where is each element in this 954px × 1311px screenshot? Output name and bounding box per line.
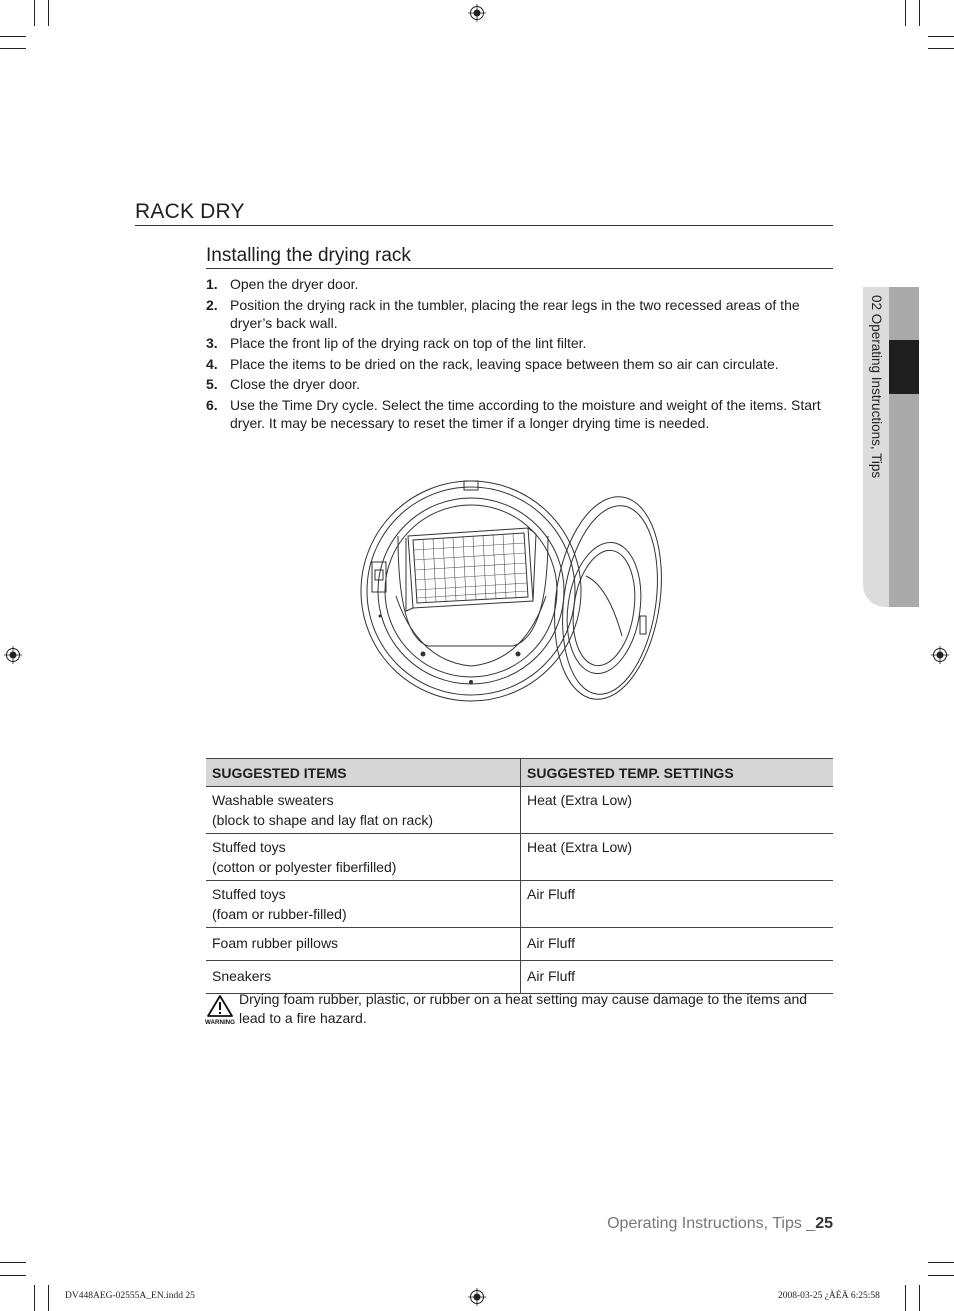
item-name: Stuffed toys xyxy=(212,839,286,855)
step-text: Close the dryer door. xyxy=(230,376,360,392)
print-slug-date: 2008-03-25 ¿ÀÈÄ 6:25:58 xyxy=(778,1291,880,1301)
crop-mark xyxy=(34,0,35,26)
chapter-tab-strip xyxy=(889,287,919,607)
step-item xyxy=(206,375,833,393)
item-name: Sneakers xyxy=(212,968,272,984)
crop-mark xyxy=(928,1262,954,1263)
item-name: Washable sweaters xyxy=(212,792,334,808)
step-number: 2. xyxy=(206,296,218,313)
step-number: 6. xyxy=(206,396,218,413)
column-header-settings: SUGGESTED TEMP. SETTINGS xyxy=(521,759,834,787)
step-text: Place the front lip of the drying rack on top of the lint filter. xyxy=(230,335,587,351)
table-header-row xyxy=(206,759,833,787)
crop-mark xyxy=(905,1285,906,1311)
step-text: Place the items to be dried on the rack, leaving space between them so air can circulate. xyxy=(230,355,779,372)
table-row xyxy=(206,881,833,928)
table-cell-item xyxy=(206,881,521,928)
step-item xyxy=(206,275,833,293)
step-text: Open the dryer door. xyxy=(230,276,359,292)
crop-mark xyxy=(48,0,49,26)
chapter-tab-marker xyxy=(889,340,919,394)
crop-mark xyxy=(0,1275,26,1276)
step-item xyxy=(206,355,833,373)
crop-mark xyxy=(0,36,26,37)
subsection-title: Installing the drying rack xyxy=(206,245,833,269)
crop-mark xyxy=(905,0,906,26)
step-number: 5. xyxy=(206,376,218,392)
table-row xyxy=(206,834,833,881)
item-name: Stuffed toys xyxy=(212,886,286,902)
step-text: Use the Time Dry cycle. Select the time according to the moisture and weight of the items. Start dryer. It may be necessary to reset the timer if a longer drying time is needed. xyxy=(230,396,821,431)
table-cell-setting: Air Fluff xyxy=(521,881,834,928)
item-name: Foam rubber pillows xyxy=(212,935,339,951)
step-item xyxy=(206,334,833,352)
settings-table xyxy=(206,758,833,994)
step-item xyxy=(206,396,833,432)
table-row xyxy=(206,928,833,961)
chapter-tab-label: 02 Operating Instructions, Tips xyxy=(869,295,884,479)
crop-mark xyxy=(919,1285,920,1311)
crop-mark xyxy=(0,48,26,49)
table-cell-setting: Heat (Extra Low) xyxy=(521,787,834,834)
print-slug-file: DV448AEG-02555A_EN.indd 25 xyxy=(65,1291,195,1301)
item-note: (block to shape and lay flat on rack) xyxy=(212,812,434,828)
steps-list xyxy=(206,275,833,434)
table-cell-item xyxy=(206,928,521,961)
crop-mark xyxy=(928,48,954,49)
item-note: (cotton or polyester fiberfilled) xyxy=(212,859,397,875)
dryer-rack-illustration xyxy=(358,476,670,706)
column-header-items: SUGGESTED ITEMS xyxy=(206,759,521,787)
table-cell-item xyxy=(206,834,521,881)
registration-mark-icon xyxy=(4,646,22,664)
table-row xyxy=(206,787,833,834)
warning-icon-label: WARNING xyxy=(205,1019,235,1026)
registration-mark-icon xyxy=(468,4,486,22)
table-cell-setting: Air Fluff xyxy=(521,961,834,994)
page-footer xyxy=(607,1215,833,1233)
step-number: 4. xyxy=(206,355,218,372)
section-title: RACK DRY xyxy=(135,200,833,226)
crop-mark xyxy=(928,1275,954,1276)
crop-mark xyxy=(919,0,920,26)
warning-text: Drying foam rubber, plastic, or rubber on a heat setting may cause damage to the items and lead to a fire hazard. xyxy=(239,991,808,1026)
step-number: 3. xyxy=(206,335,218,351)
registration-mark-icon xyxy=(931,646,949,664)
page-number: 25 xyxy=(815,1215,833,1232)
warning-icon xyxy=(202,992,238,1028)
item-note: (foam or rubber-filled) xyxy=(212,906,347,922)
crop-mark xyxy=(34,1285,35,1311)
table-cell-item xyxy=(206,961,521,994)
table-cell-item xyxy=(206,787,521,834)
table-row xyxy=(206,961,833,994)
table-cell-setting: Air Fluff xyxy=(521,928,834,961)
crop-mark xyxy=(0,1262,26,1263)
registration-mark-icon xyxy=(468,1288,486,1306)
step-item xyxy=(206,296,833,332)
crop-mark xyxy=(928,36,954,37)
footer-label: Operating Instructions, Tips _ xyxy=(607,1215,816,1232)
table-cell-setting: Heat (Extra Low) xyxy=(521,834,834,881)
crop-mark xyxy=(48,1285,49,1311)
step-text: Position the drying rack in the tumbler, placing the rear legs in the two recessed areas of the dryer’s back wall. xyxy=(230,296,800,331)
step-number: 1. xyxy=(206,276,218,292)
